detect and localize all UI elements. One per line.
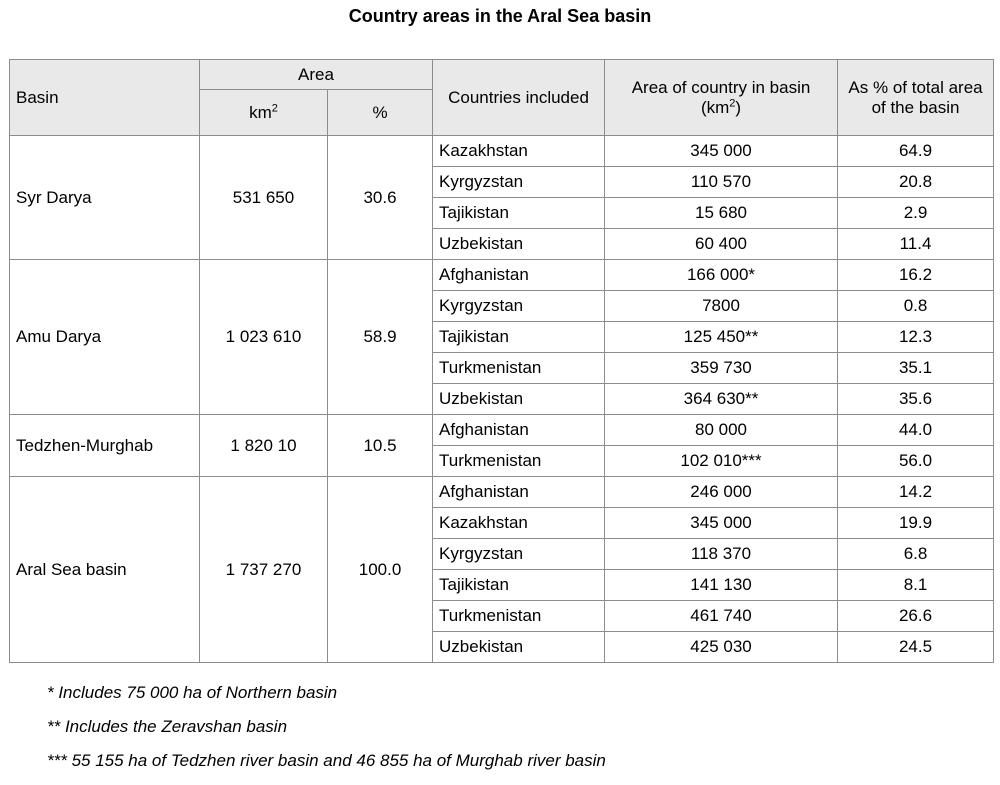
country-share: 14.2 <box>838 477 994 508</box>
country-areas-table <box>9 59 994 663</box>
header-km2-text: km <box>249 102 272 122</box>
country-name: Afghanistan <box>433 477 605 508</box>
country-name: Afghanistan <box>433 415 605 446</box>
country-area: 345 000 <box>605 508 838 539</box>
country-area: 15 680 <box>605 198 838 229</box>
header-area: Area <box>200 60 433 90</box>
header-area-country-suffix: ) <box>735 97 742 117</box>
country-share: 12.3 <box>838 322 994 353</box>
header-km2 <box>200 90 328 136</box>
header-area-country <box>605 60 838 136</box>
country-name: Uzbekistan <box>433 384 605 415</box>
country-share: 8.1 <box>838 570 994 601</box>
country-name: Afghanistan <box>433 260 605 291</box>
country-share: 2.9 <box>838 198 994 229</box>
country-name: Turkmenistan <box>433 446 605 477</box>
country-name: Uzbekistan <box>433 229 605 260</box>
basin-name: Amu Darya <box>10 260 200 415</box>
header-countries: Countries included <box>433 60 605 136</box>
footnotes <box>47 683 606 785</box>
table-row <box>10 136 994 167</box>
country-area: 110 570 <box>605 167 838 198</box>
basin-area-percent: 58.9 <box>328 260 433 415</box>
country-share: 11.4 <box>838 229 994 260</box>
basin-area-km2: 1 820 10 <box>200 415 328 477</box>
country-area: 461 740 <box>605 601 838 632</box>
country-share: 35.1 <box>838 353 994 384</box>
country-share: 56.0 <box>838 446 994 477</box>
country-share: 26.6 <box>838 601 994 632</box>
country-area: 166 000* <box>605 260 838 291</box>
country-area: 364 630** <box>605 384 838 415</box>
basin-name: Syr Darya <box>10 136 200 260</box>
basin-area-percent: 30.6 <box>328 136 433 260</box>
basin-name: Tedzhen-Murghab <box>10 415 200 477</box>
country-area: 118 370 <box>605 539 838 570</box>
country-share: 35.6 <box>838 384 994 415</box>
country-name: Kyrgyzstan <box>433 539 605 570</box>
table-body <box>10 136 994 663</box>
country-name: Tajikistan <box>433 198 605 229</box>
country-area: 7800 <box>605 291 838 322</box>
table-row <box>10 260 994 291</box>
header-km2-sup: 2 <box>271 101 278 114</box>
basin-area-percent: 10.5 <box>328 415 433 477</box>
basin-name: Aral Sea basin <box>10 477 200 663</box>
country-share: 20.8 <box>838 167 994 198</box>
basin-area-km2: 531 650 <box>200 136 328 260</box>
country-area: 80 000 <box>605 415 838 446</box>
country-name: Turkmenistan <box>433 601 605 632</box>
table-row <box>10 415 994 446</box>
country-share: 44.0 <box>838 415 994 446</box>
country-area: 345 000 <box>605 136 838 167</box>
country-name: Tajikistan <box>433 322 605 353</box>
country-area: 102 010*** <box>605 446 838 477</box>
country-name: Kyrgyzstan <box>433 167 605 198</box>
country-share: 6.8 <box>838 539 994 570</box>
country-share: 24.5 <box>838 632 994 663</box>
footnote: ** Includes the Zeravshan basin <box>47 717 288 736</box>
country-share: 64.9 <box>838 136 994 167</box>
country-area: 246 000 <box>605 477 838 508</box>
country-area: 425 030 <box>605 632 838 663</box>
country-share: 0.8 <box>838 291 994 322</box>
country-area: 359 730 <box>605 353 838 384</box>
basin-area-km2: 1 737 270 <box>200 477 328 663</box>
basin-area-percent: 100.0 <box>328 477 433 663</box>
header-basin: Basin <box>10 60 200 136</box>
country-area: 141 130 <box>605 570 838 601</box>
basin-area-km2: 1 023 610 <box>200 260 328 415</box>
footnote: * Includes 75 000 ha of Northern basin <box>47 683 338 702</box>
footnote: *** 55 155 ha of Tedzhen river basin and 46 855 ha of Murghab river basin <box>47 751 606 770</box>
country-name: Uzbekistan <box>433 632 605 663</box>
table-title: Country areas in the Aral Sea basin <box>348 6 652 26</box>
header-area-country-text: Area of country in basin (km <box>631 77 811 117</box>
country-area: 60 400 <box>605 229 838 260</box>
country-name: Tajikistan <box>433 570 605 601</box>
country-name: Kazakhstan <box>433 508 605 539</box>
header-share: As % of total area of the basin <box>838 60 994 136</box>
header-area-country-sup: 2 <box>729 96 736 109</box>
country-name: Kyrgyzstan <box>433 291 605 322</box>
country-share: 19.9 <box>838 508 994 539</box>
country-area: 125 450** <box>605 322 838 353</box>
table-row <box>10 477 994 508</box>
country-share: 16.2 <box>838 260 994 291</box>
country-name: Kazakhstan <box>433 136 605 167</box>
country-name: Turkmenistan <box>433 353 605 384</box>
header-percent: % <box>328 90 433 136</box>
